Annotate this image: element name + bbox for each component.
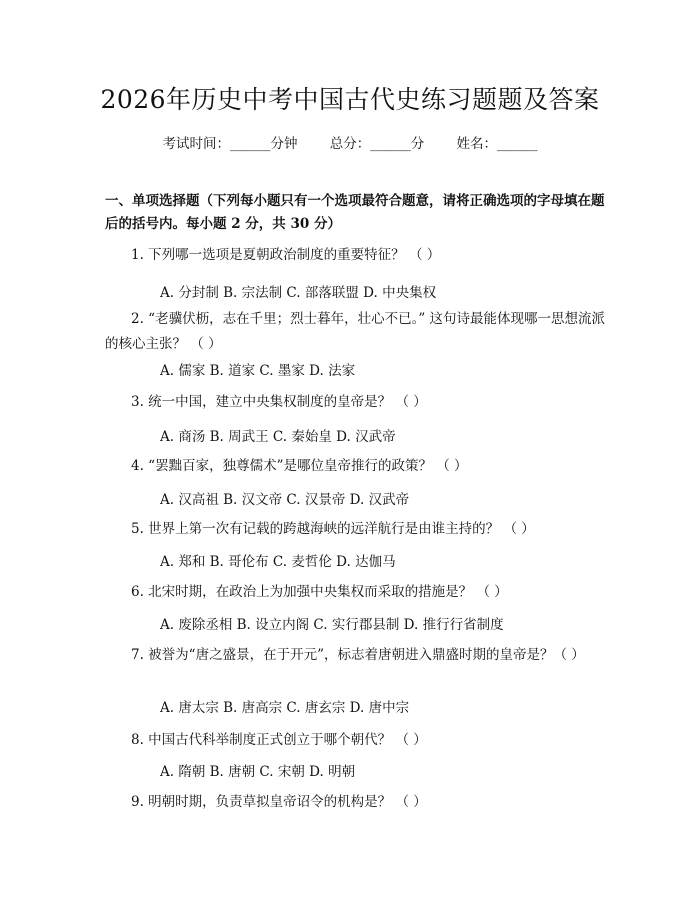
question-1: 1. 下列哪一选项是夏朝政治制度的重要特征？ （ ）: [131, 247, 441, 263]
exam-time: 考试时间：______分钟: [162, 136, 298, 152]
section-heading: 一、单项选择题（下列每小题只有一个选项最符合题意，请将正确选项的字母填在题后的括号内。每小题 2 分，共 30 分）: [105, 193, 605, 232]
question-2: 2. “老骥伏枥，志在千里；烈士暮年，壮心不已。” 这句诗最能体现哪一思想流派的核心主张？ （ ）: [105, 311, 606, 352]
options-1: A. 分封制 B. 宗法制 C. 部落联盟 D. 中央集权: [160, 285, 437, 301]
options-7: A. 唐太宗 B. 唐高宗 C. 唐玄宗 D. 唐中宗: [160, 700, 410, 716]
question-7: 7. 被誉为“唐之盛景，在于开元”，标志着唐朝进入鼎盛时期的皇帝是？（ ）: [131, 647, 585, 663]
options-8: A. 隋朝 B. 唐朝 C. 宋朝 D. 明朝: [160, 764, 356, 780]
options-6: A. 废除丞相 B. 设立内阁 C. 实行郡县制 D. 推行行省制度: [160, 617, 504, 633]
options-5: A. 郑和 B. 哥伦布 C. 麦哲伦 D. 达伽马: [160, 554, 396, 570]
exam-score: 总分：______分: [329, 136, 425, 152]
question-6: 6. 北宋时期，在政治上为加强中央集权而采取的措施是？ （ ）: [131, 584, 508, 600]
question-9: 9. 明朝时期，负责草拟皇帝诏令的机构是？ （ ）: [131, 794, 427, 810]
question-3: 3. 统一中国，建立中央集权制度的皇帝是？ （ ）: [131, 394, 427, 410]
exam-meta: [0, 132, 700, 152]
options-3: A. 商汤 B. 周武王 C. 秦始皇 D. 汉武帝: [160, 429, 396, 445]
exam-name: 姓名：______: [456, 136, 538, 152]
question-8: 8. 中国古代科举制度正式创立于哪个朝代？ （ ）: [131, 732, 427, 748]
options-4: A. 汉高祖 B. 汉文帝 C. 汉景帝 D. 汉武帝: [160, 492, 410, 508]
page-title: 2026年历史中考中国古代史练习题题及答案: [100, 85, 600, 114]
options-2: A. 儒家 B. 道家 C. 墨家 D. 法家: [160, 363, 356, 379]
question-5: 5. 世界上第一次有记载的跨越海峡的远洋航行是由谁主持的？ （ ）: [131, 521, 535, 537]
question-4: 4. “罢黜百家，独尊儒术”是哪位皇帝推行的政策？ （ ）: [131, 458, 468, 474]
